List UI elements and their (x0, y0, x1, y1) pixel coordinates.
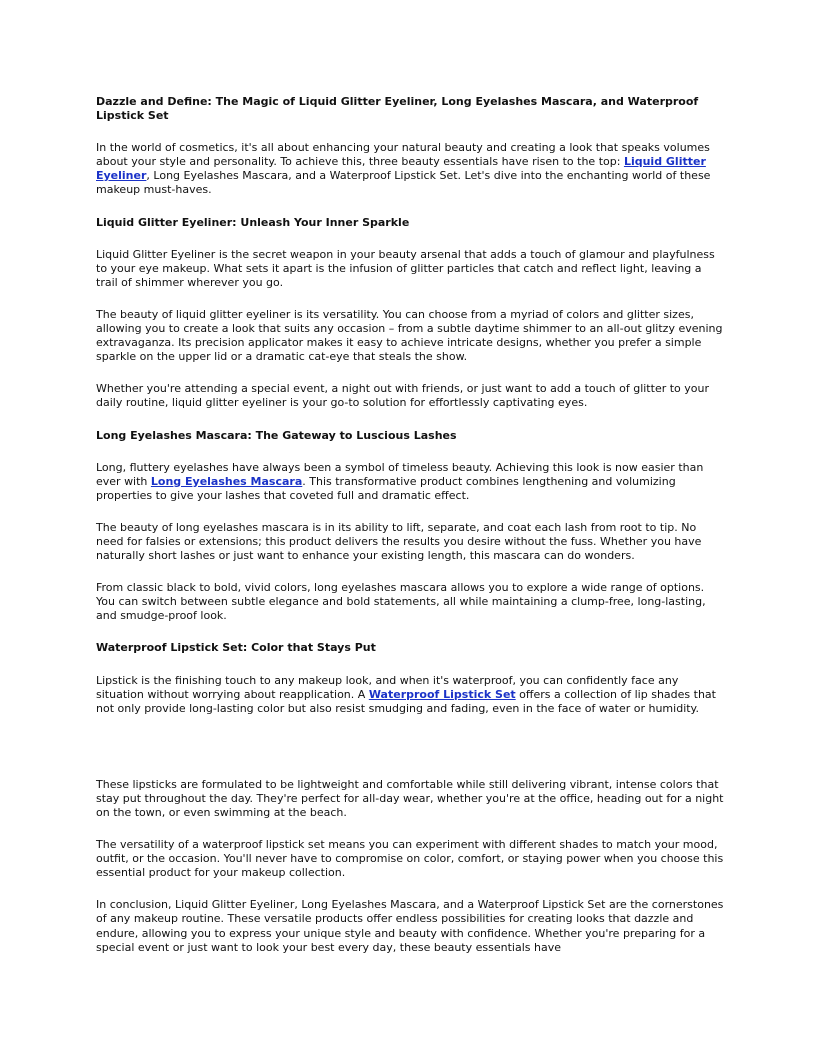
link-liquid-glitter-eyeliner[interactable]: Liquid Glitter Eyeliner (96, 155, 706, 183)
section-heading-eyeliner: Liquid Glitter Eyeliner: Unleash Your Inner Sparkle (96, 215, 410, 229)
link-waterproof-lipstick-set[interactable]: Waterproof Lipstick Set (368, 687, 516, 701)
section-heading-lipstick: Waterproof Lipstick Set: Color that Stays Put (96, 641, 376, 655)
section-heading-mascara: Long Eyelashes Mascara: The Gateway to Luscious Lashes (96, 428, 457, 442)
lipstick-paragraph-1 (96, 674, 724, 716)
eyeliner-paragraph-2: The beauty of liquid glitter eyeliner is its versatility. You can choose from a myriad of colors and glitter sizes, allowing you to create a look that suits any occasion – from a subtle daytime shimmer to an all-out glitzy evening extravaganza. Its precision applicator makes it easy to achieve intricate designs, whether you prefer a simple sparkle on the upper lid or a dramatic cat-eye that steals the show. (96, 307, 723, 364)
lipstick-paragraph-2: These lipsticks are formulated to be lightweight and comfortable while still delivering vibrant, intense colors that stay put throughout the day. They're perfect for all-day wear, whether you're at the office, heading out for a night on the town, or even swimming at the beach. (96, 777, 724, 819)
page-title: Dazzle and Define: The Magic of Liquid Glitter Eyeliner, Long Eyelashes Mascara, and Waterproof Lipstick Set (96, 95, 699, 123)
document-page (96, 95, 724, 955)
mascara-paragraph-2: The beauty of long eyelashes mascara is in its ability to lift, separate, and coat each lash from root to tip. No need for falsies or extensions; this product delivers the results you desire without the fuss. Whether you have naturally short lashes or just want to enhance your existing length, this mascara can do wonders. (96, 520, 702, 563)
intro-paragraph (96, 141, 724, 197)
conclusion-paragraph: In conclusion, Liquid Glitter Eyeliner, Long Eyelashes Mascara, and a Waterproof Lipstick Set are the cornerstones of any makeup routine. These versatile products offer endless possibilities for creating looks that dazzle and endure, allowing you to express your unique style and beauty with confidence. Whether you're preparing for a special event or just want to look your best every day, these beauty essentials have (96, 898, 724, 954)
mascara-paragraph-3: From classic black to bold, vivid colors, long eyelashes mascara allows you to explore a wide range of options. You can switch between subtle elegance and bold statements, all while maintaining a clump-free, long-lasting, and smudge-proof look. (96, 581, 706, 623)
intro-text-before: In the world of cosmetics, it's all about enhancing your natural beauty and creating a look that speaks volumes about your style and personality. To achieve this, three beauty essentials have risen to the top: (96, 141, 710, 169)
link-long-eyelashes-mascara[interactable]: Long Eyelashes Mascara (150, 474, 303, 488)
lipstick-text-before: Lipstick is the finishing touch to any makeup look, and when it's waterproof, you can confidently face any situation without worrying about reapplication. A (96, 673, 679, 701)
eyeliner-paragraph-3: Whether you're attending a special event, a night out with friends, or just want to add a touch of glitter to your daily routine, liquid glitter eyeliner is your go-to solution for effortlessly captivating eyes. (96, 382, 709, 410)
lipstick-paragraph-3: The versatility of a waterproof lipstick set means you can experiment with different shades to match your mood, outfit, or the occasion. You'll never have to compromise on color, comfort, or staying power when you choose this essential product for your makeup collection. (96, 838, 724, 880)
intro-text-after: , Long Eyelashes Mascara, and a Waterproof Lipstick Set. Let's dive into the enchanting world of these makeup must-haves. (96, 169, 711, 197)
eyeliner-paragraph-1: Liquid Glitter Eyeliner is the secret weapon in your beauty arsenal that adds a touch of glamour and playfulness to your eye makeup. What sets it apart is the infusion of glitter particles that catch and reflect light, leaving a trail of shimmer wherever you go. (96, 247, 715, 289)
lipstick-text-after: offers a collection of lip shades that not only provide long-lasting color but also resist smudging and fading, even in the face of water or humidity. (96, 687, 716, 715)
mascara-paragraph-1 (96, 461, 724, 503)
mascara-text-before: Long, fluttery eyelashes have always been a symbol of timeless beauty. Achieving this look is now easier than ever with (96, 460, 704, 488)
mascara-text-after: . This transformative product combines lengthening and volumizing properties to give your lashes that coveted full and dramatic effect. (96, 474, 676, 502)
